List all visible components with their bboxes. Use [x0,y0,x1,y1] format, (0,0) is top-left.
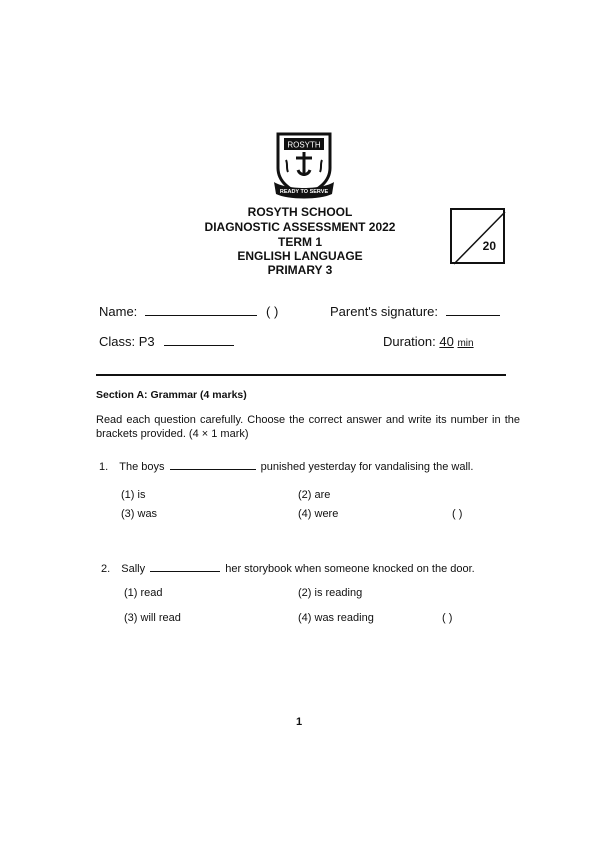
duration-unit: min [457,338,474,349]
index-number-brackets[interactable]: ( ) [266,304,279,319]
duration-label: Duration: [383,334,436,349]
term-label: TERM 1 [277,235,322,249]
school-name: ROSYTH SCHOOL [247,205,353,219]
answer-blank [150,571,220,572]
score-total: 20 [482,239,496,253]
question-number: 2. [101,563,111,575]
question-text-before: The boys [119,461,165,473]
name-row [99,304,257,319]
subject-label: ENGLISH LANGUAGE [237,249,363,263]
option-2: (2) is reading [298,587,363,599]
crest-motto-text: READY TO SERVE [279,189,329,195]
question-text-after: her storybook when someone knocked on the door. [225,563,475,575]
option-4: (4) were [298,508,339,520]
question-2 [101,563,475,575]
class-value: P3 [138,334,155,349]
section-divider [96,374,506,376]
page-number: 1 [296,716,303,728]
level-label: PRIMARY 3 [267,263,333,277]
parent-signature-label: Parent's signature: [330,304,438,319]
duration-row [383,334,474,349]
crest-banner-text: ROSYTH [287,140,321,150]
question-1 [99,461,473,473]
name-label: Name: [99,304,138,319]
question-text-after: punished yesterday for vandalising the wall. [260,461,474,473]
option-3: (3) was [121,508,158,520]
section-a-instructions: Read each question carefully. Choose the correct answer and write its number in the brackets provided. (4 × 1 mark) [96,414,520,440]
question-text-before: Sally [121,563,146,575]
section-a-title: Section A: Grammar (4 marks) [96,389,247,401]
answer-blank [170,469,256,470]
option-3: (3) will read [124,612,181,624]
answer-brackets[interactable]: ( ) [442,612,453,624]
parent-signature-row [330,304,500,319]
name-field[interactable] [145,315,257,316]
class-row [99,334,234,349]
option-1: (1) read [124,587,163,599]
school-crest-icon [272,130,336,202]
duration-value: 40 [439,334,454,349]
class-label: Class: [99,334,136,349]
score-box [450,208,505,264]
answer-brackets[interactable]: ( ) [452,508,463,520]
class-field[interactable] [164,345,234,346]
option-1: (1) is [121,489,146,501]
option-2: (2) are [298,489,331,501]
question-number: 1. [99,461,109,473]
option-4: (4) was reading [298,612,374,624]
assessment-title: DIAGNOSTIC ASSESSMENT 2022 [204,220,396,234]
parent-signature-field[interactable] [446,315,500,316]
